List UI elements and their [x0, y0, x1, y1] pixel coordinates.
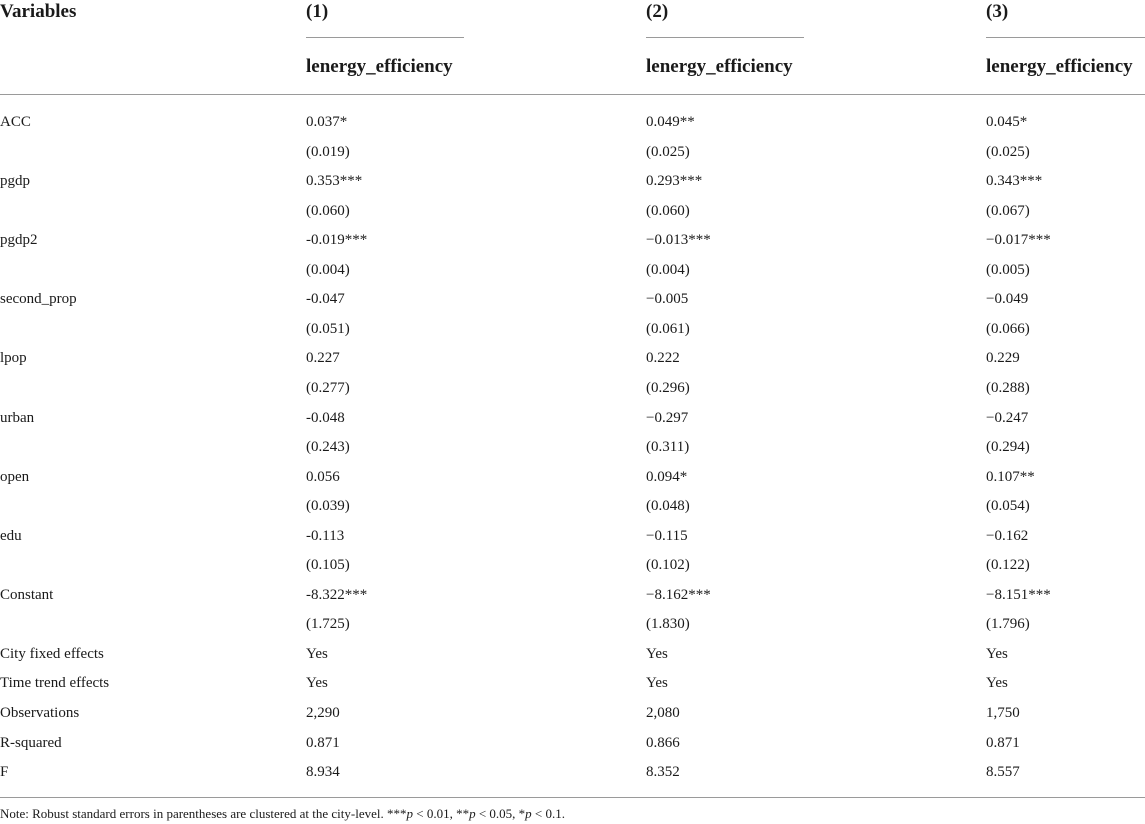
row-label: pgdp: [0, 173, 30, 190]
cell-col-3: 0.871: [986, 734, 1020, 751]
cell-col-2: 0.049**: [646, 114, 695, 130]
row-label: lpop: [0, 350, 27, 367]
row-label: R-squared: [0, 734, 62, 751]
cell-col-3: 1,750: [986, 705, 1020, 721]
cell-col-3: −8.151***: [986, 586, 1051, 603]
cell-col-3: Yes: [986, 645, 1008, 662]
cell-col-1: -0.113: [306, 527, 345, 544]
cell-col-1: -0.048: [306, 409, 345, 426]
cell-col-3: 0.229: [986, 350, 1020, 367]
row-label: second_prop: [0, 291, 77, 308]
cell-col-3: −0.247: [986, 409, 1029, 426]
header-rule: [0, 94, 1145, 95]
cell-col-1: 2,290: [306, 705, 340, 721]
cell-col-2: Yes: [646, 675, 668, 692]
cell-col-1: 0.871: [306, 734, 340, 751]
cell-col-2: 8.352: [646, 764, 680, 781]
cell-col-2: Yes: [646, 645, 668, 662]
column-3-number: (3): [986, 1, 1009, 22]
cell-col-2: (0.048): [646, 498, 690, 515]
cell-col-2: (0.004): [646, 261, 690, 278]
cell-col-1: (0.051): [306, 320, 350, 337]
cell-col-2: 0.866: [646, 734, 680, 751]
cell-col-3: −0.049: [986, 291, 1029, 308]
cell-col-2: 0.293***: [646, 173, 703, 190]
cell-col-1: (0.039): [306, 498, 350, 515]
column-1-dependent-variable: lenergy_efficiency: [306, 56, 453, 77]
cell-col-2: (0.060): [646, 202, 690, 219]
cell-col-2: (0.102): [646, 557, 690, 574]
cell-col-1: 0.227: [306, 350, 340, 367]
cell-col-3: −0.162: [986, 527, 1029, 544]
cell-col-2: (0.296): [646, 379, 690, 396]
row-label: Constant: [0, 586, 54, 603]
cell-col-1: (0.277): [306, 379, 350, 396]
cell-col-2: −0.297: [646, 409, 689, 426]
cell-col-1: Yes: [306, 645, 328, 662]
cell-col-3: (0.005): [986, 261, 1030, 278]
row-label: City fixed effects: [0, 645, 104, 662]
column-1-number: (1): [306, 1, 329, 22]
cell-col-1: -0.047: [306, 291, 345, 308]
cell-col-1: Yes: [306, 675, 328, 692]
table-note: Note: Robust standard errors in parentheses are clustered at the city-level. ***p < 0.01, **p < 0.05, *p < 0.1.: [0, 806, 566, 821]
cell-col-3: 0.107**: [986, 468, 1035, 485]
cell-col-3: (0.294): [986, 439, 1030, 456]
cell-col-3: −0.017***: [986, 232, 1051, 249]
row-label: ACC: [0, 114, 31, 130]
row-label: urban: [0, 409, 35, 426]
cell-col-2: 2,080: [646, 705, 680, 721]
column-2-underline: [646, 37, 804, 38]
cell-col-2: (0.311): [646, 439, 690, 456]
cell-col-3: (0.067): [986, 202, 1030, 219]
row-label: F: [0, 764, 9, 781]
cell-col-2: 0.094*: [646, 468, 688, 485]
cell-col-3: Yes: [986, 675, 1008, 692]
cell-col-3: 0.045*: [986, 114, 1028, 130]
row-label: Observations: [0, 705, 80, 721]
cell-col-1: (1.725): [306, 616, 350, 633]
row-label: edu: [0, 527, 22, 544]
cell-col-3: 8.557: [986, 764, 1020, 781]
cell-col-2: −0.013***: [646, 232, 711, 249]
column-3-dependent-variable: lenergy_efficiency: [986, 56, 1133, 77]
cell-col-1: (0.004): [306, 261, 350, 278]
cell-col-3: 0.343***: [986, 173, 1043, 190]
cell-col-1: 0.353***: [306, 173, 363, 190]
cell-col-1: -0.019***: [306, 232, 368, 249]
cell-col-1: (0.019): [306, 143, 350, 160]
cell-col-2: (0.025): [646, 143, 690, 160]
column-2-dependent-variable: lenergy_efficiency: [646, 56, 793, 77]
row-label: pgdp2: [0, 232, 38, 249]
cell-col-2: 0.222: [646, 350, 680, 367]
cell-col-1: (0.060): [306, 202, 350, 219]
cell-col-2: (0.061): [646, 320, 690, 337]
cell-col-1: 8.934: [306, 764, 340, 781]
cell-col-1: 0.056: [306, 468, 340, 485]
cell-col-2: −0.005: [646, 291, 689, 308]
cell-col-3: (0.066): [986, 320, 1030, 337]
cell-col-1: (0.243): [306, 439, 350, 456]
cell-col-2: (1.830): [646, 616, 690, 633]
variables-header: Variables: [0, 1, 77, 22]
cell-col-1: 0.037*: [306, 114, 348, 130]
cell-col-2: −0.115: [646, 527, 688, 544]
cell-col-1: (0.105): [306, 557, 350, 574]
cell-col-3: (1.796): [986, 616, 1030, 633]
cell-col-1: -8.322***: [306, 586, 368, 603]
bottom-rule: [0, 797, 1145, 798]
column-3-underline: [986, 37, 1145, 38]
cell-col-3: (0.054): [986, 498, 1030, 515]
row-label: open: [0, 468, 30, 485]
column-2-number: (2): [646, 1, 669, 22]
cell-col-3: (0.122): [986, 557, 1030, 574]
column-1-underline: [306, 37, 464, 38]
row-label: Time trend effects: [0, 675, 110, 692]
cell-col-3: (0.288): [986, 379, 1030, 396]
cell-col-2: −8.162***: [646, 586, 711, 603]
cell-col-3: (0.025): [986, 143, 1030, 160]
